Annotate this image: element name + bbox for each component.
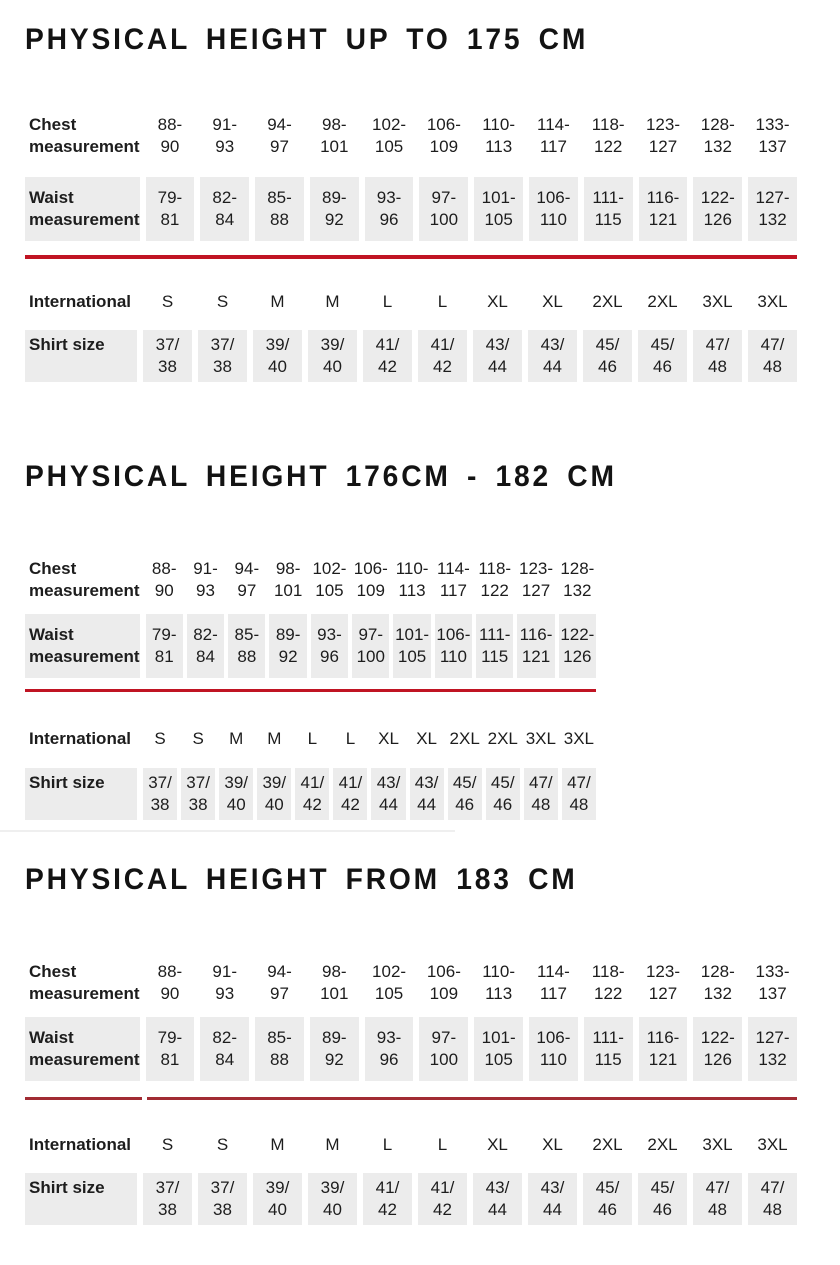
size-cell: 37/ 38: [181, 768, 215, 820]
shirt-size-row: [25, 330, 797, 382]
chest-cells: [146, 552, 596, 602]
size-cell: 45/ 46: [583, 330, 632, 382]
size-cell: 101- 105: [474, 177, 523, 241]
size-cell: 47/ 48: [748, 1173, 797, 1225]
size-cell: 122- 126: [693, 1017, 742, 1081]
size-cell: L: [437, 1135, 448, 1154]
size-cell: 116- 121: [517, 614, 554, 678]
size-cell: 43/ 44: [371, 768, 405, 820]
size-cell: 82- 84: [187, 614, 224, 678]
size-cell: 85- 88: [228, 614, 265, 678]
size-cell: 88- 90: [157, 962, 183, 1003]
size-cell: 79- 81: [146, 1017, 195, 1081]
size-cell: 98- 101: [320, 115, 349, 156]
shirt-size-cells: [143, 330, 797, 382]
size-cell: 106- 109: [426, 962, 461, 1003]
page-root: [0, 25, 840, 1265]
size-cell: 102- 105: [372, 962, 407, 1003]
waist-row: [25, 177, 797, 241]
size-cell: XL: [487, 1135, 508, 1154]
size-cell: 47/ 48: [693, 1173, 742, 1225]
size-cell: 98- 101: [320, 962, 349, 1003]
size-cell: S: [216, 292, 229, 311]
chest-row-label: Chest measurement: [29, 962, 140, 1003]
size-cell: 3XL: [563, 729, 595, 748]
size-cell: 88- 90: [151, 559, 177, 600]
size-cell: 101- 105: [474, 1017, 523, 1081]
size-cell: M: [267, 729, 282, 748]
size-cell: XL: [378, 729, 399, 748]
size-cell: 89- 92: [310, 1017, 359, 1081]
international-row-label: International: [29, 729, 132, 748]
size-cell: 106- 109: [353, 559, 388, 600]
size-chart-section-176-182: [25, 460, 617, 832]
size-cell: 41/ 42: [333, 768, 367, 820]
size-cell: 93- 96: [365, 1017, 414, 1081]
size-cell: 114- 117: [537, 962, 570, 1003]
size-cell: 41/ 42: [363, 330, 412, 382]
international-cells: [143, 1133, 797, 1157]
size-cell: S: [154, 729, 166, 748]
size-cell: 37/ 38: [198, 1173, 247, 1225]
size-cell: 2XL: [487, 729, 518, 748]
shirt-size-row-label: Shirt size: [25, 330, 137, 382]
size-cell: 111- 115: [476, 614, 513, 678]
waist-row-label: Waist measurement: [25, 177, 140, 241]
waist-cells: [146, 614, 596, 678]
size-cell: 2XL: [449, 729, 480, 748]
size-cell: 89- 92: [310, 177, 359, 241]
size-cell: 106- 110: [529, 1017, 578, 1081]
chest-cells: [146, 108, 797, 158]
size-cell: 3XL: [757, 292, 788, 311]
size-cell: 41/ 42: [363, 1173, 412, 1225]
shirt-size-row: [25, 768, 596, 820]
size-cell: 2XL: [592, 1135, 623, 1154]
size-cell: 82- 84: [200, 1017, 249, 1081]
size-cell: 91- 93: [212, 962, 237, 1003]
size-cell: 82- 84: [200, 177, 249, 241]
size-cell: 133- 137: [755, 115, 790, 156]
international-row: [25, 290, 797, 314]
size-cell: L: [382, 1135, 393, 1154]
international-cells: [143, 727, 596, 751]
size-cell: L: [345, 729, 356, 748]
size-cell: 39/ 40: [257, 768, 291, 820]
red-divider-rule: [25, 689, 596, 692]
size-cell: 91- 93: [212, 115, 237, 156]
size-cell: 118- 122: [478, 559, 512, 600]
size-cell: 3XL: [702, 1135, 733, 1154]
waist-row: [25, 614, 596, 678]
size-cell: 3XL: [702, 292, 733, 311]
size-cell: 106- 109: [426, 115, 461, 156]
size-cell: 93- 96: [365, 177, 414, 241]
size-cell: 43/ 44: [473, 330, 522, 382]
red-rule-left-segment: [25, 1097, 142, 1100]
size-cell: 47/ 48: [748, 330, 797, 382]
size-cell: 133- 137: [755, 962, 790, 1003]
size-cell: 110- 113: [482, 962, 515, 1003]
section-hairline: [0, 830, 455, 832]
size-cell: 101- 105: [393, 614, 430, 678]
size-cell: 128- 132: [560, 559, 595, 600]
size-chart-section-up-to-175: [25, 25, 797, 382]
size-cell: 45/ 46: [486, 768, 520, 820]
size-cell: 2XL: [647, 292, 678, 311]
waist-row: [25, 1017, 797, 1081]
size-cell: 3XL: [757, 1135, 788, 1154]
international-row-label: International: [29, 1135, 132, 1154]
size-cell: 110- 113: [482, 115, 515, 156]
shirt-size-row-label: Shirt size: [25, 768, 137, 820]
size-chart-section-from-183: [25, 865, 797, 1225]
size-cell: 79- 81: [146, 177, 195, 241]
size-cell: 127- 132: [748, 1017, 797, 1081]
size-cell: S: [161, 292, 174, 311]
red-divider-rule: [25, 255, 797, 259]
chest-row-label: Chest measurement: [29, 559, 140, 600]
size-cell: 39/ 40: [219, 768, 253, 820]
size-cell: 43/ 44: [528, 330, 577, 382]
size-cell: 128- 132: [700, 962, 735, 1003]
size-cell: 85- 88: [255, 1017, 304, 1081]
size-cell: 127- 132: [748, 177, 797, 241]
size-cell: 39/ 40: [253, 1173, 302, 1225]
size-cell: 43/ 44: [410, 768, 444, 820]
chest-row-label: Chest measurement: [29, 115, 140, 156]
international-row: [25, 1133, 797, 1157]
size-cell: 93- 96: [311, 614, 348, 678]
red-rule-right-segment: [147, 1097, 797, 1100]
waist-row-label: Waist measurement: [25, 614, 140, 678]
shirt-size-cells: [143, 768, 596, 820]
shirt-size-cells: [143, 1173, 797, 1225]
size-cell: 91- 93: [193, 559, 218, 600]
size-cell: 114- 117: [437, 559, 470, 600]
size-cell: 102- 105: [312, 559, 347, 600]
size-cell: M: [270, 292, 285, 311]
section-title: PHYSICAL HEIGHT 176CM - 182 CM: [25, 460, 617, 493]
size-cell: 122- 126: [693, 177, 742, 241]
shirt-size-row-label: Shirt size: [25, 1173, 137, 1225]
size-cell: 122- 126: [559, 614, 596, 678]
size-cell: 45/ 46: [638, 330, 687, 382]
size-cell: 45/ 46: [583, 1173, 632, 1225]
size-cell: S: [192, 729, 204, 748]
size-cell: 45/ 46: [638, 1173, 687, 1225]
waist-row-label: Waist measurement: [25, 1017, 140, 1081]
size-cell: 118- 122: [591, 962, 625, 1003]
section-title: PHYSICAL HEIGHT UP TO 175 CM: [25, 23, 589, 56]
size-cell: 111- 115: [584, 177, 633, 241]
size-cell: 88- 90: [157, 115, 183, 156]
size-cell: 116- 121: [639, 177, 688, 241]
size-cell: 116- 121: [639, 1017, 688, 1081]
size-cell: 41/ 42: [418, 1173, 467, 1225]
waist-cells: [146, 177, 797, 241]
size-cell: 123- 127: [645, 962, 680, 1003]
chest-row: [25, 955, 797, 1005]
size-cell: 123- 127: [519, 559, 554, 600]
size-cell: 118- 122: [591, 115, 625, 156]
size-cell: 47/ 48: [562, 768, 596, 820]
size-cell: 3XL: [525, 729, 556, 748]
size-cell: L: [307, 729, 318, 748]
size-cell: XL: [416, 729, 437, 748]
size-cell: M: [229, 729, 244, 748]
size-cell: 37/ 38: [198, 330, 247, 382]
size-cell: 45/ 46: [448, 768, 482, 820]
size-cell: 102- 105: [372, 115, 407, 156]
size-cell: L: [382, 292, 393, 311]
waist-cells: [146, 1017, 797, 1081]
size-cell: M: [270, 1135, 285, 1154]
size-cell: 47/ 48: [693, 330, 742, 382]
size-cell: XL: [487, 292, 508, 311]
size-cell: 37/ 38: [143, 1173, 192, 1225]
size-cell: 114- 117: [537, 115, 570, 156]
chest-row: [25, 108, 797, 158]
size-cell: 111- 115: [584, 1017, 633, 1081]
size-cell: XL: [542, 1135, 563, 1154]
size-cell: 97- 100: [352, 614, 389, 678]
section-title: PHYSICAL HEIGHT FROM 183 CM: [25, 863, 578, 896]
size-cell: 41/ 42: [418, 330, 467, 382]
chest-row: [25, 552, 596, 602]
size-cell: 43/ 44: [528, 1173, 577, 1225]
size-cell: 41/ 42: [295, 768, 329, 820]
international-row-label: International: [29, 292, 132, 311]
size-cell: M: [325, 292, 340, 311]
size-cell: 94- 97: [267, 115, 292, 156]
size-cell: 47/ 48: [524, 768, 558, 820]
size-cell: 79- 81: [146, 614, 183, 678]
shirt-size-row: [25, 1173, 797, 1225]
size-cell: 37/ 38: [143, 330, 192, 382]
size-cell: 39/ 40: [308, 330, 357, 382]
size-cell: M: [325, 1135, 340, 1154]
size-cell: 89- 92: [269, 614, 306, 678]
size-cell: 94- 97: [234, 559, 260, 600]
size-cell: 128- 132: [700, 115, 735, 156]
size-cell: S: [216, 1135, 229, 1154]
size-cell: 2XL: [647, 1135, 678, 1154]
size-cell: 85- 88: [255, 177, 304, 241]
size-cell: S: [161, 1135, 174, 1154]
international-row: [25, 727, 596, 751]
size-cell: 43/ 44: [473, 1173, 522, 1225]
size-cell: 2XL: [592, 292, 623, 311]
size-cell: 94- 97: [267, 962, 292, 1003]
size-cell: 106- 110: [529, 177, 578, 241]
size-cell: 106- 110: [435, 614, 472, 678]
red-divider-rule-split: [25, 1097, 797, 1100]
size-cell: 37/ 38: [143, 768, 177, 820]
size-cell: 97- 100: [419, 1017, 468, 1081]
size-cell: 123- 127: [645, 115, 680, 156]
international-cells: [143, 290, 797, 314]
chest-cells: [146, 955, 797, 1005]
size-cell: L: [437, 292, 448, 311]
size-cell: 39/ 40: [253, 330, 302, 382]
size-cell: XL: [542, 292, 563, 311]
size-cell: 97- 100: [419, 177, 468, 241]
size-cell: 98- 101: [273, 559, 303, 600]
size-cell: 110- 113: [395, 559, 429, 600]
size-cell: 39/ 40: [308, 1173, 357, 1225]
